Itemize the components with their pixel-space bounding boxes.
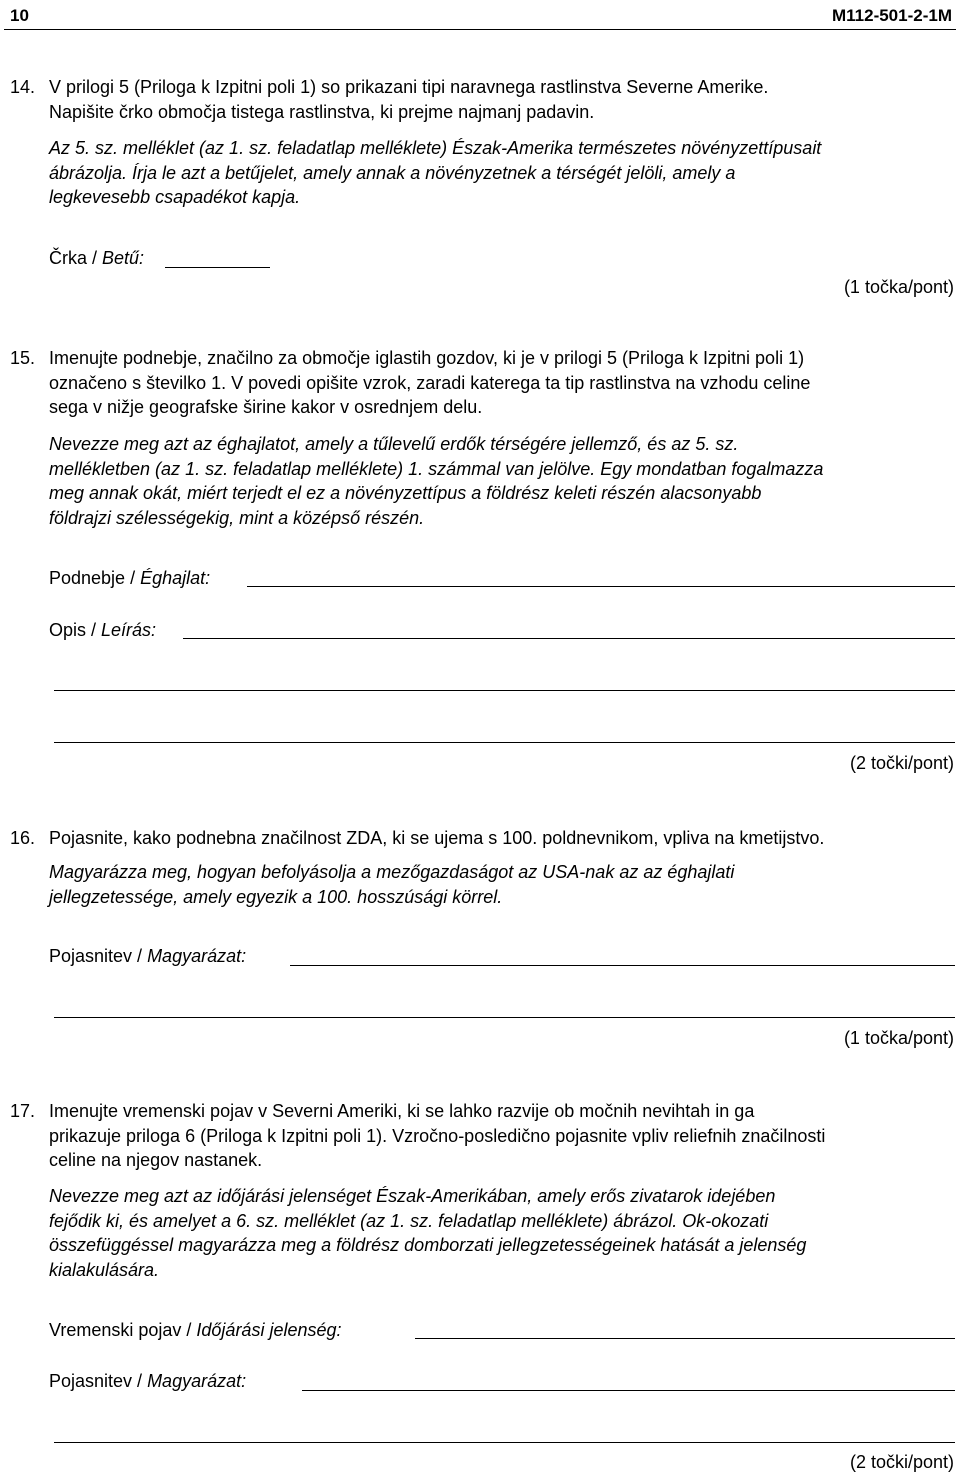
text-line: meg annak okát, miért terjedt el ez a növényzettípus a földrész keleti részén alacsonyabb	[49, 483, 762, 503]
text-line: kialakulására.	[49, 1259, 160, 1280]
text-line: celine na njegov nastanek.	[49, 1150, 263, 1170]
text-line: ábrázolja. Írja le azt a betűjelet, amely annak a növényzetnek a térségét jelöli, amely a	[49, 162, 736, 183]
answer-line-description-2[interactable]	[54, 690, 955, 691]
answer-line-description-3[interactable]	[54, 742, 955, 743]
text-line: označeno s številko 1. V povedi opišite vzrok, zaradi katerega ta tip rastlinstva na vzhodu celine	[49, 372, 811, 393]
text-line: Az 5. sz. melléklet (az 1. sz. feladatlap melléklete) Észak-Amerika természetes növényzettípusait	[49, 138, 822, 158]
answer-line-climate[interactable]	[247, 586, 955, 587]
answer-label-letter: Črka / Betű:	[49, 248, 145, 268]
answer-label-description: Opis / Leírás:	[49, 620, 157, 640]
points-label: (2 točki/pont)	[849, 1452, 954, 1472]
question-number: 16.	[10, 828, 36, 848]
answer-line-explanation[interactable]	[290, 965, 955, 966]
page-number: 10	[10, 6, 29, 25]
answer-label-climate: Podnebje / Éghajlat:	[49, 568, 211, 588]
question-text-sl	[49, 1099, 954, 1173]
text-line: Nevezze meg azt az éghajlatot, amely a tűlevelű erdők térségére jellemző, és az 5. sz.	[49, 434, 739, 454]
text-line: Pojasnite, kako podnebna značilnost ZDA, ki se ujema s 100. poldnevnikom, vpliva na kmetijstvo.	[49, 828, 825, 848]
text-line: jellegzetessége, amely egyezik a 100. hosszúsági körrel.	[49, 886, 503, 907]
question-number: 15.	[10, 348, 36, 368]
text-line: Imenujte podnebje, značilno za območje iglastih gozdov, ki je v prilogi 5 (Priloga k Izpitni poli 1)	[49, 348, 805, 368]
answer-line-explanation-2[interactable]	[54, 1442, 955, 1443]
question-number: 17.	[10, 1101, 36, 1121]
answer-label-weather-phenomenon: Vremenski pojav / Időjárási jelenség:	[49, 1320, 342, 1340]
page-header	[0, 0, 960, 30]
document-code: M112-501-2-1M	[831, 6, 952, 25]
text-line: Nevezze meg azt az időjárási jelenséget Észak-Amerikában, amely erős zivatarok idejében	[49, 1186, 776, 1206]
text-line: összefüggéssel magyarázza meg a földrész domborzati jellegzetességeinek hatását a jelenség	[49, 1235, 807, 1255]
answer-label-explanation: Pojasnitev / Magyarázat:	[49, 946, 247, 966]
question-text-hu	[49, 432, 954, 530]
question-text-hu	[49, 136, 954, 210]
question-text-sl	[49, 346, 954, 420]
answer-line-explanation-2[interactable]	[54, 1017, 955, 1018]
text-line: Imenujte vremenski pojav v Severni Ameriki, ki se lahko razvije ob močnih nevihtah in ga	[49, 1101, 755, 1121]
answer-line-letter[interactable]	[165, 267, 270, 268]
question-number: 14.	[10, 77, 36, 97]
answer-line-weather-phenomenon[interactable]	[415, 1338, 955, 1339]
text-line: Napišite črko območja tistega rastlinstva, ki prejme najmanj padavin.	[49, 101, 595, 122]
answer-label-explanation: Pojasnitev / Magyarázat:	[49, 1371, 247, 1391]
question-text-sl	[49, 75, 954, 124]
points-label: (1 točka/pont)	[843, 277, 954, 297]
answer-line-explanation[interactable]	[302, 1390, 955, 1391]
points-label: (1 točka/pont)	[843, 1028, 954, 1048]
text-line: V prilogi 5 (Priloga k Izpitni poli 1) so prikazani tipi naravnega rastlinstva Severne Amerike.	[49, 77, 769, 97]
text-line: sega v nižje geografske širine kakor v osrednjem delu.	[49, 397, 483, 417]
answer-line-description[interactable]	[183, 638, 955, 639]
text-line: fejődik ki, és amelyet a 6. sz. melléklet (az 1. sz. feladatlap melléklete) ábrázol. Ok-okozati	[49, 1210, 769, 1231]
points-label: (2 točki/pont)	[849, 753, 954, 773]
question-text-hu	[49, 860, 954, 909]
text-line: földrajzi szélességekig, mint a középső részén.	[49, 507, 425, 528]
question-text-sl	[49, 826, 954, 851]
text-line: mellékletben (az 1. sz. feladatlap melléklete) 1. számmal van jelölve. Egy mondatban fogalmazza	[49, 458, 824, 479]
text-line: legkevesebb csapadékot kapja.	[49, 187, 301, 207]
question-text-hu	[49, 1184, 954, 1282]
text-line: Magyarázza meg, hogyan befolyásolja a mezőgazdaságot az USA-nak az az éghajlati	[49, 862, 735, 882]
text-line: prikazuje priloga 6 (Priloga k Izpitni poli 1). Vzročno-posledično pojasnite vpliv reliefnih značilnosti	[49, 1125, 826, 1146]
header-divider	[4, 29, 956, 30]
